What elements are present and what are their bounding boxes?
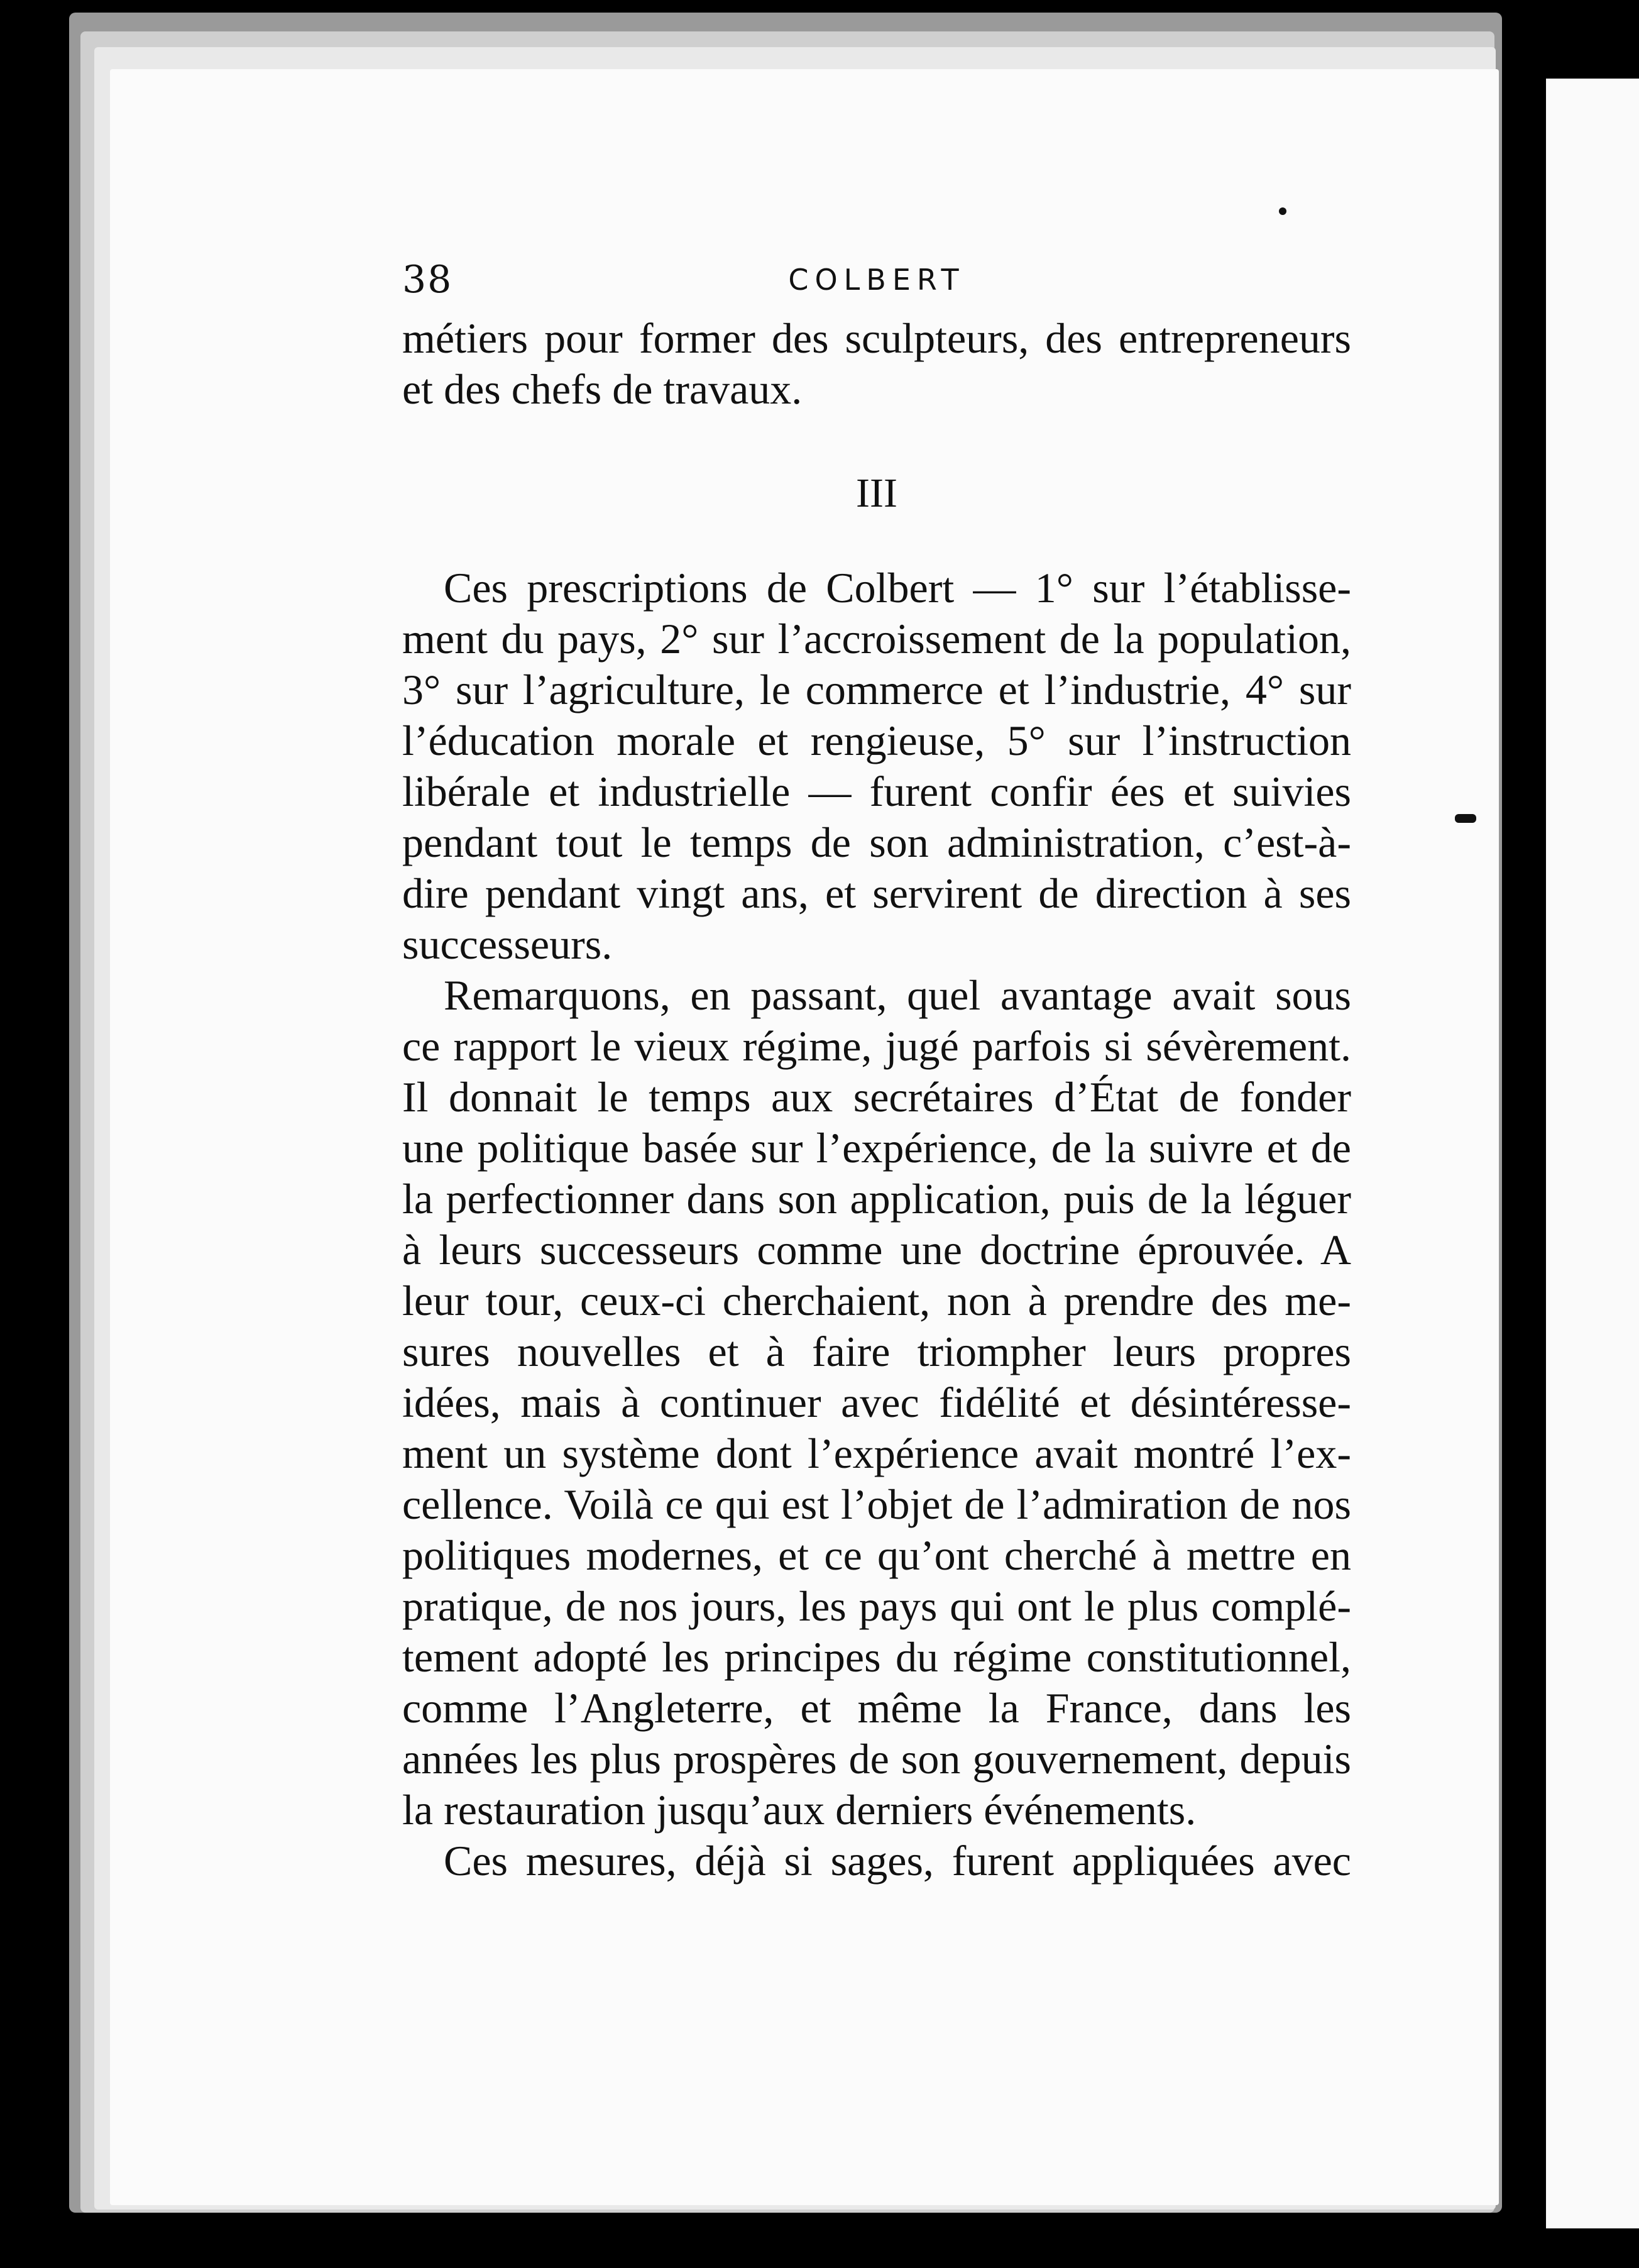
text-line: comme l’Angleterre, et même la France, dans les (402, 1684, 1351, 1732)
ink-speck (1455, 814, 1476, 823)
text-line: dire pendant vingt ans, et servirent de direction à ses (402, 869, 1351, 917)
text-line: une politique basée sur l’expérience, de la suivre et de (402, 1124, 1351, 1172)
paragraph-2 (402, 970, 1351, 1836)
text-line: Il donnait le temps aux secrétaires d’État de fonder (402, 1073, 1351, 1121)
facing-page-edge (1546, 79, 1639, 2228)
text-line: idées, mais à continuer avec fidélité et désintéresse- (402, 1379, 1351, 1426)
paragraph-3 (402, 1836, 1351, 1886)
paragraph-1 (402, 563, 1351, 970)
text-line: à leurs successeurs comme une doctrine éprouvée. A (402, 1226, 1351, 1274)
page-number: 38 (402, 258, 453, 302)
text-line: l’éducation morale et rengieuse, 5° sur l’instruction (402, 717, 1351, 764)
text-line: Ces mesures, déjà si sages, furent appliquées avec (444, 1837, 1351, 1885)
text-line: successeurs. (402, 920, 613, 968)
text-line: ce rapport le vieux régime, jugé parfois si sévèrement. (402, 1022, 1351, 1070)
text-line: années les plus prospères de son gouvernement, depuis (402, 1735, 1351, 1783)
text-line: libérale et industrielle — furent confir ées et suivies (402, 768, 1351, 815)
text-line: 3° sur l’agriculture, le commerce et l’industrie, 4° sur (402, 666, 1351, 713)
text-line: tement adopté les principes du régime constitutionnel, (402, 1633, 1351, 1681)
text-line: Ces prescriptions de Colbert — 1° sur l’établisse- (444, 564, 1351, 612)
text-line: Remarquons, en passant, quel avantage avait sous (444, 971, 1351, 1019)
section-heading: III (856, 470, 897, 516)
text-line: pratique, de nos jours, les pays qui ont le plus complé- (402, 1582, 1351, 1630)
text-line: la perfectionner dans son application, puis de la léguer (402, 1175, 1351, 1223)
ink-speck (1279, 207, 1286, 215)
text-line: ment du pays, 2° sur l’accroissement de la population, (402, 615, 1351, 663)
opening-paragraph (402, 313, 1351, 415)
text-line: la restauration jusqu’aux derniers événements. (402, 1786, 1197, 1834)
text-line: politiques modernes, et ce qu’ont cherché à mettre en (402, 1531, 1351, 1579)
text-line: sures nouvelles et à faire triompher leurs propres (402, 1328, 1351, 1375)
text-line: leur tour, ceux-ci cherchaient, non à prendre des me- (402, 1277, 1351, 1324)
text-line: et des chefs de travaux. (402, 365, 803, 413)
text-line: pendant tout le temps de son administration, c’est-à- (402, 818, 1351, 866)
text-line: ment un système dont l’expérience avait montré l’ex- (402, 1429, 1351, 1477)
running-head: COLBERT (788, 263, 965, 297)
text-line: métiers pour former des sculpteurs, des entrepreneurs (402, 314, 1351, 362)
page-header (402, 251, 1351, 308)
text-line: cellence. Voilà ce qui est l’objet de l’admiration de nos (402, 1480, 1351, 1528)
